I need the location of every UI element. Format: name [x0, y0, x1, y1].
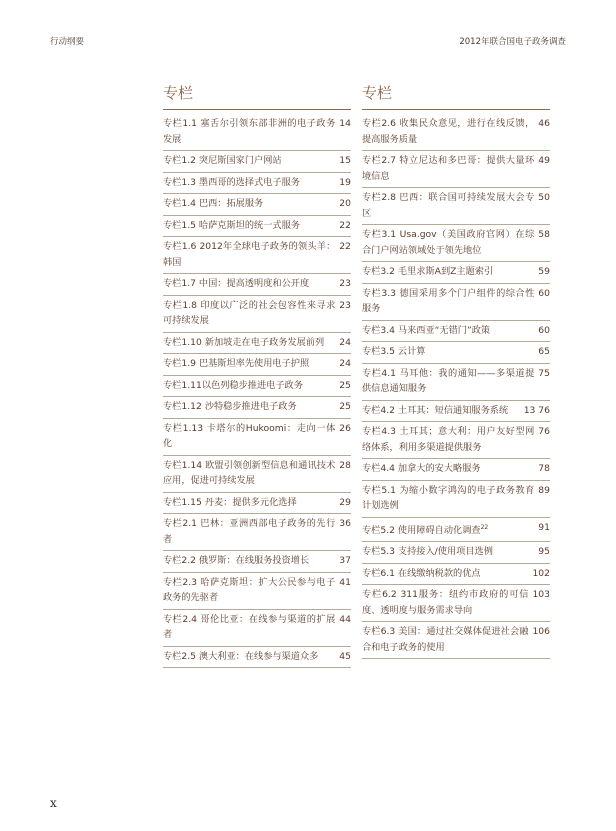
- toc-page-number: 60: [538, 324, 550, 336]
- toc-entry[interactable]: [163, 296, 351, 333]
- toc-entry-text: 专栏6.1 在线缴纳税款的优点: [362, 567, 481, 579]
- toc-entry[interactable]: [163, 419, 351, 456]
- toc-page-number: 37: [339, 555, 351, 566]
- toc-entry[interactable]: [163, 397, 351, 419]
- toc-page-number: 15: [339, 155, 351, 166]
- boxes-column-left: [163, 82, 351, 668]
- toc-page-number: 65: [538, 346, 550, 357]
- column-title: 专栏: [163, 82, 351, 110]
- toc-entry-text: 专栏5.2 使用障碍自动化调查: [362, 524, 481, 536]
- toc-page-number: 14: [339, 118, 351, 129]
- toc-entry-text: 专栏4.2 土耳其：短信通知服务系统: [362, 404, 509, 416]
- toc-entry[interactable]: [163, 493, 351, 515]
- toc-entry[interactable]: [163, 216, 351, 238]
- toc-entry[interactable]: [163, 173, 351, 195]
- toc-entry-text: 专栏2.4 哥伦比亚：在线参与渠道的扩展者: [163, 613, 336, 640]
- toc-page-number: 19: [339, 176, 351, 188]
- toc-entry-text: 专栏5.1 为缩小数字鸿沟的电子政务教育计划选例: [362, 484, 535, 511]
- running-header-right: 2012年联合国电子政务调查: [459, 37, 566, 47]
- toc-page-number: 102: [532, 567, 550, 579]
- toc-page-number: 91: [538, 521, 550, 533]
- toc-entry-text: 专栏6.2 311服务：纽约市政府的可信度、透明度与服务需求导向: [362, 589, 529, 616]
- footnote-marker: 22: [480, 523, 489, 531]
- toc-entry[interactable]: [362, 342, 550, 364]
- toc-entry-text: 专栏1.10 新加坡走在电子政务发展前列: [163, 336, 325, 348]
- toc-entry[interactable]: [163, 647, 351, 669]
- toc-entry-text: 专栏4.1 马耳他：我的通知——多渠道提供信息通知服务: [362, 367, 535, 394]
- toc-page-number: 75: [538, 367, 550, 379]
- toc-entry-text: 专栏3.5 云计算: [362, 346, 426, 357]
- toc-page-number: 26: [339, 422, 351, 434]
- toc-page-number: 76: [538, 426, 550, 437]
- toc-page-number: 78: [538, 463, 550, 474]
- toc-page-number: 20: [339, 198, 351, 209]
- toc-entry[interactable]: [362, 284, 550, 321]
- toc-page-number: 23: [339, 299, 351, 311]
- toc-entry-text: 专栏1.11以色列稳步推进电子政务: [163, 379, 303, 391]
- toc-entry[interactable]: [163, 514, 351, 551]
- toc-entry[interactable]: [163, 456, 351, 493]
- toc-entry[interactable]: [362, 151, 550, 188]
- toc-page-number: 23: [339, 278, 351, 289]
- toc-page-number: 36: [339, 518, 351, 529]
- column-title: 专栏: [362, 82, 550, 110]
- toc-entry-text: 专栏2.8 巴西：联合国可持续发展大会专区: [362, 192, 535, 219]
- toc-entry[interactable]: [362, 262, 550, 284]
- toc-page-number: 22: [339, 241, 351, 252]
- toc-page-number: 25: [339, 401, 351, 412]
- toc-entry-text: 专栏1.2 突尼斯国家门户网站: [163, 155, 282, 166]
- toc-entry[interactable]: [163, 237, 351, 274]
- toc-entry[interactable]: [362, 518, 550, 543]
- toc-entry-text: 专栏6.3 美国：通过社交媒体促进社会融合和电子政务的使用: [362, 626, 529, 653]
- toc-entry[interactable]: [163, 354, 351, 376]
- toc-entry-text: 专栏2.2 俄罗斯：在线服务投资增长: [163, 555, 310, 566]
- boxes-column-right: [362, 82, 550, 659]
- toc-entry[interactable]: [362, 401, 550, 423]
- toc-entry-text: 专栏1.7 中国：提高透明度和公开度: [163, 278, 310, 289]
- running-header-left: 行动纲要: [50, 37, 85, 47]
- toc-page-number: 58: [538, 229, 550, 240]
- toc-page-number: 44: [339, 613, 351, 625]
- toc-entry[interactable]: [163, 376, 351, 398]
- toc-page-number: 106: [532, 626, 550, 638]
- toc-entry-text: 专栏3.4 马来西亚“无错门”政策: [362, 324, 491, 336]
- toc-page-number: 29: [339, 496, 351, 508]
- toc-page-number: 13 76: [523, 404, 550, 416]
- toc-entry[interactable]: [362, 114, 550, 151]
- toc-entry-text: 专栏1.9 巴基斯坦率先使用电子护照: [163, 358, 310, 369]
- toc-entry-text: 专栏1.14 欧盟引领创新型信息和通讯技术应用，促进可持续发展: [163, 459, 336, 486]
- toc-entry-text: 专栏5.3 支持接入/使用项目选例: [362, 546, 493, 558]
- toc-page-number: 25: [339, 379, 351, 391]
- toc-entry[interactable]: [163, 610, 351, 647]
- toc-page-number: 24: [339, 336, 351, 348]
- toc-page-number: 50: [538, 192, 550, 203]
- toc-entry-text: 专栏1.13 卡塔尔的Hukoomi：走向一体化: [163, 422, 336, 449]
- toc-entry[interactable]: [362, 459, 550, 481]
- toc-page-number: 49: [538, 155, 550, 166]
- toc-entry-text: 专栏2.1 巴林：亚洲西部电子政务的先行者: [163, 518, 336, 545]
- toc-entry-text: 专栏4.4 加拿大的安大略服务: [362, 463, 481, 474]
- toc-entry[interactable]: [362, 364, 550, 401]
- toc-entry-text: 专栏1.1 塞舌尔引领东部非洲的电子政务发展: [163, 118, 336, 145]
- toc-entry-text: 专栏3.1 Usa.gov（美国政府官网）在综合门户网站领域处于领先地位: [362, 229, 535, 256]
- toc-entry[interactable]: [163, 573, 351, 610]
- toc-entry[interactable]: [362, 422, 550, 459]
- toc-entry-text: 专栏4.3 土耳其；意大利：用户友好型网络体系，利用多渠道提供服务: [362, 426, 535, 453]
- toc-entry-text: 专栏2.5 澳大利亚：在线参与渠道众多: [163, 650, 319, 662]
- toc-entry-text: 专栏1.6 2012年全球电子政务的领头羊：韩国: [163, 241, 336, 268]
- toc-entry-text: 专栏2.6 收集民众意见，进行在线反馈，提高服务质量: [362, 118, 535, 145]
- toc-entry[interactable]: [163, 333, 351, 355]
- toc-page-number: 59: [538, 266, 550, 277]
- toc-entry[interactable]: [362, 564, 550, 586]
- toc-entry-text: 专栏1.8 印度以广泛的社会包容性来寻求可持续发展: [163, 299, 336, 326]
- toc-entry[interactable]: [362, 542, 550, 564]
- toc-page-number: 95: [538, 546, 550, 558]
- toc-entry-text: 专栏1.15 丹麦：提供多元化选择: [163, 496, 297, 508]
- toc-entry[interactable]: [163, 151, 351, 173]
- toc-entry-text: 专栏2.3 哈萨克斯坦：扩大公民参与电子政务的先驱者: [163, 576, 336, 603]
- page-number: x: [50, 796, 57, 810]
- toc-entry-text: 专栏1.12 沙特稳步推进电子政务: [163, 401, 297, 412]
- toc-entry-text: 专栏1.3 墨西哥的选择式电子服务: [163, 176, 300, 188]
- toc-entry[interactable]: [362, 321, 550, 343]
- toc-page-number: 45: [339, 650, 351, 662]
- toc-page-number: 89: [538, 484, 550, 496]
- toc-page-number: 46: [538, 118, 550, 129]
- toc-entry[interactable]: [362, 622, 550, 659]
- toc-entry[interactable]: [362, 481, 550, 518]
- toc-page-number: 24: [339, 358, 351, 369]
- toc-entry-text: 专栏3.3 德国采用多个门户组件的综合性服务: [362, 287, 535, 314]
- toc-page-number: 103: [532, 589, 550, 601]
- toc-entry[interactable]: [163, 114, 351, 151]
- toc-entry[interactable]: [163, 274, 351, 296]
- toc-page-number: 22: [339, 219, 351, 231]
- toc-entry-text: 专栏3.2 毛里求斯A到Z主题索引: [362, 266, 494, 277]
- toc-entry[interactable]: [163, 194, 351, 216]
- toc-entry-text: 专栏1.5 哈萨克斯坦的统一式服务: [163, 219, 300, 231]
- toc-entry[interactable]: [362, 188, 550, 225]
- toc-entry-text: 专栏1.4 巴西：拓展服务: [163, 198, 264, 209]
- toc-entry[interactable]: [362, 585, 550, 622]
- toc-entry-text: 专栏2.7 特立尼达和多巴哥：提供大量环境信息: [362, 155, 535, 182]
- toc-entry[interactable]: [362, 225, 550, 262]
- toc-page-number: 41: [339, 576, 351, 588]
- toc-entry[interactable]: [163, 551, 351, 573]
- toc-page-number: 60: [538, 287, 550, 299]
- toc-page-number: 28: [339, 459, 351, 471]
